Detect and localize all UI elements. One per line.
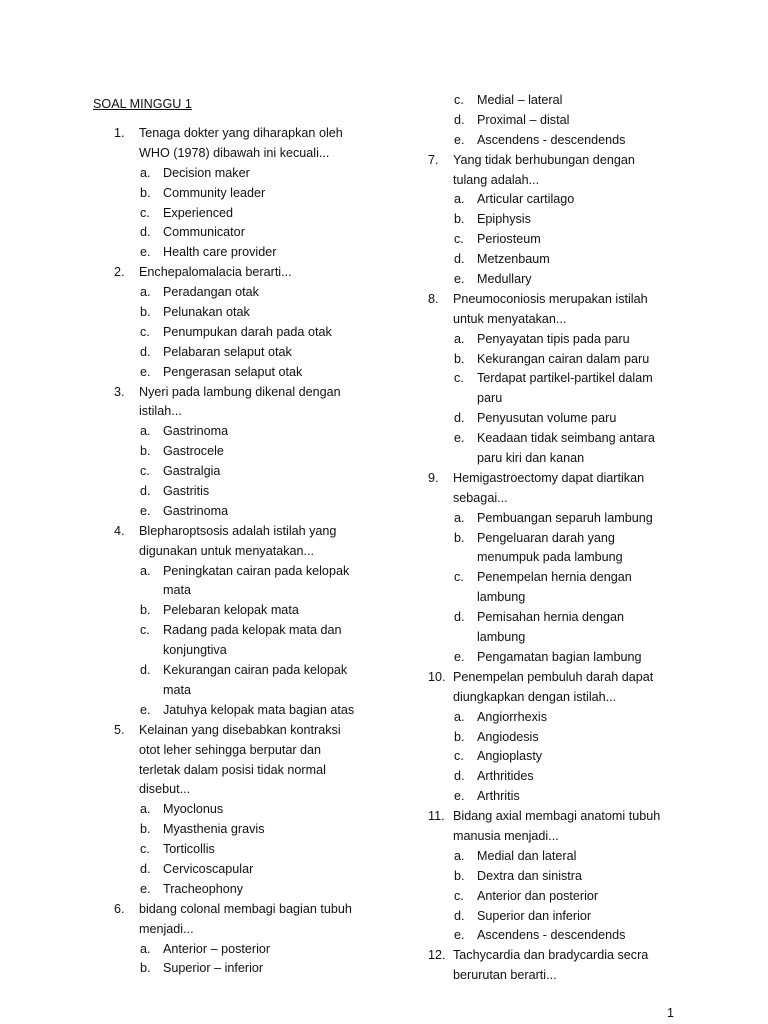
question-line xyxy=(114,383,386,403)
option-line xyxy=(428,887,700,907)
question-text-continued xyxy=(428,688,700,708)
option-line xyxy=(428,787,700,807)
option-text: Pengerasan selaput otak xyxy=(163,364,303,379)
option-line xyxy=(428,747,700,767)
option-text: Superior dan inferior xyxy=(477,908,592,923)
option-letter: d. xyxy=(140,484,151,499)
option-text: Penyayatan tipis pada paru xyxy=(477,331,630,346)
option-line xyxy=(114,363,386,383)
option-letter: e. xyxy=(454,649,465,664)
option-text: Periosteum xyxy=(477,232,541,247)
option-text: Pelunakan otak xyxy=(163,305,250,320)
option-text: Gastritis xyxy=(163,484,210,499)
option-letter: a. xyxy=(140,941,151,956)
question-number: 12. xyxy=(428,948,446,963)
option-letter: d. xyxy=(454,112,465,127)
option-text: Arthritides xyxy=(477,769,534,784)
option-letter: b. xyxy=(140,822,151,837)
continued-text: otot leher sehingga berputar dan xyxy=(139,742,322,757)
option-line xyxy=(114,562,386,582)
question-text-continued xyxy=(428,489,700,509)
option-line xyxy=(428,847,700,867)
option-line xyxy=(114,462,386,482)
option-text: Ascendens - descendends xyxy=(477,928,626,943)
option-text: Pembuangan separuh lambung xyxy=(477,510,653,525)
option-letter: b. xyxy=(140,185,151,200)
question-text: Tachycardia dan bradycardia secra xyxy=(453,948,649,963)
question-line xyxy=(428,151,700,171)
option-text: Peradangan otak xyxy=(163,285,259,300)
continued-text: paru kiri dan kanan xyxy=(477,451,585,466)
question-number: 6. xyxy=(114,901,125,916)
option-letter: d. xyxy=(454,252,465,267)
option-line xyxy=(114,422,386,442)
continued-text: mata xyxy=(163,583,191,598)
option-text: Angioplasty xyxy=(477,749,543,764)
option-letter: a. xyxy=(140,802,151,817)
option-letter: d. xyxy=(140,225,151,240)
option-text: Penempelan hernia dengan xyxy=(477,570,632,585)
question-text-continued xyxy=(114,144,386,164)
question-number: 8. xyxy=(428,291,439,306)
option-text: Myoclonus xyxy=(163,802,224,817)
option-letter: c. xyxy=(454,570,464,585)
continued-text: terletak dalam posisi tidak normal xyxy=(139,762,326,777)
option-letter: c. xyxy=(140,205,150,220)
option-letter: d. xyxy=(454,411,465,426)
question-text: Yang tidak berhubungan dengan xyxy=(453,152,635,167)
option-text: Radang pada kelopak mata dan xyxy=(163,623,342,638)
question-text-continued xyxy=(428,966,700,986)
option-letter: c. xyxy=(454,749,464,764)
option-letter: c. xyxy=(140,842,150,857)
option-text: Pemisahan hernia dengan xyxy=(477,610,625,625)
option-letter: b. xyxy=(454,530,465,545)
continued-text: konjungtiva xyxy=(163,643,227,658)
continued-text: menjadi... xyxy=(139,921,194,936)
option-line xyxy=(114,283,386,303)
option-text: Peningkatan cairan pada kelopak xyxy=(163,563,350,578)
option-letter: e. xyxy=(140,245,151,260)
option-letter: a. xyxy=(140,165,151,180)
option-line xyxy=(114,502,386,522)
option-line xyxy=(428,568,700,588)
continued-text: disebut... xyxy=(139,782,191,797)
option-text-continued xyxy=(114,641,386,661)
option-text: Penyusutan volume paru xyxy=(477,411,617,426)
option-line xyxy=(114,601,386,621)
option-line xyxy=(428,350,700,370)
question-text-continued xyxy=(114,761,386,781)
question-number: 2. xyxy=(114,265,125,280)
option-line xyxy=(428,767,700,787)
option-line xyxy=(114,959,386,979)
question-text-continued xyxy=(428,310,700,330)
page-number: 1 xyxy=(667,1006,675,1020)
option-line xyxy=(428,867,700,887)
option-line xyxy=(428,648,700,668)
option-text: Jatuhya kelopak mata bagian atas xyxy=(163,702,355,717)
option-letter: c. xyxy=(140,464,150,479)
option-line xyxy=(114,800,386,820)
question-text: Pneumoconiosis merupakan istilah xyxy=(453,291,648,306)
option-text-continued xyxy=(114,581,386,601)
question-text-continued xyxy=(114,542,386,562)
option-line xyxy=(114,343,386,363)
option-text: Health care provider xyxy=(163,245,277,260)
option-letter: b. xyxy=(140,305,151,320)
continued-text: manusia menjadi... xyxy=(453,828,559,843)
option-text: Angiodesis xyxy=(477,729,539,744)
option-letter: e. xyxy=(140,881,151,896)
question-line xyxy=(114,900,386,920)
option-letter: b. xyxy=(454,868,465,883)
question-line xyxy=(428,469,700,489)
option-text: Decision maker xyxy=(163,165,250,180)
option-text: Ascendens - descendends xyxy=(477,132,626,147)
question-line xyxy=(428,946,700,966)
question-text: Penempelan pembuluh darah dapat xyxy=(453,669,654,684)
question-line xyxy=(428,290,700,310)
option-line xyxy=(114,243,386,263)
option-text-continued xyxy=(428,628,700,648)
question-line xyxy=(114,721,386,741)
option-text: Anterior – posterior xyxy=(163,941,271,956)
option-line xyxy=(428,926,700,946)
option-letter: a. xyxy=(140,563,151,578)
option-letter: c. xyxy=(140,623,150,638)
option-text: Dextra dan sinistra xyxy=(477,868,582,883)
option-letter: e. xyxy=(454,789,465,804)
option-line xyxy=(428,369,700,389)
option-line xyxy=(428,131,700,151)
option-line xyxy=(114,482,386,502)
option-text: Communicator xyxy=(163,225,245,240)
option-line xyxy=(428,728,700,748)
question-number: 11. xyxy=(428,809,445,824)
option-text: Proximal – distal xyxy=(477,112,570,127)
option-line xyxy=(428,250,700,270)
option-letter: d. xyxy=(454,769,465,784)
option-line xyxy=(114,860,386,880)
option-text: Medial dan lateral xyxy=(477,848,577,863)
option-letter: c. xyxy=(454,888,464,903)
option-line xyxy=(428,708,700,728)
option-line xyxy=(114,442,386,462)
question-number: 9. xyxy=(428,470,439,485)
question-number: 3. xyxy=(114,384,125,399)
continued-text: mata xyxy=(163,682,191,697)
question-text-continued xyxy=(114,780,386,800)
option-letter: c. xyxy=(454,93,464,107)
option-line xyxy=(114,701,386,721)
option-line xyxy=(428,330,700,350)
option-text: Epiphysis xyxy=(477,212,531,227)
option-text: Angiorrhexis xyxy=(477,709,547,724)
option-text: Terdapat partikel-partikel dalam xyxy=(477,371,653,386)
option-letter: a. xyxy=(140,424,151,439)
continued-text: lambung xyxy=(477,630,526,645)
question-line xyxy=(114,522,386,542)
question-text: Blepharoptsosis adalah istilah yang xyxy=(139,523,337,538)
question-number: 10. xyxy=(428,669,446,684)
option-letter: b. xyxy=(454,729,465,744)
option-line xyxy=(428,907,700,927)
option-letter: c. xyxy=(140,324,150,339)
option-letter: d. xyxy=(140,344,151,359)
option-line xyxy=(428,409,700,429)
option-letter: e. xyxy=(454,132,465,147)
continued-text: berurutan berarti... xyxy=(453,968,557,983)
option-text: Tracheophony xyxy=(163,881,244,896)
option-line xyxy=(428,91,700,111)
option-line xyxy=(114,840,386,860)
continued-text: tulang adalah... xyxy=(453,172,540,187)
continued-text: diungkapkan dengan istilah... xyxy=(453,689,617,704)
question-text-continued xyxy=(428,827,700,847)
option-text-continued xyxy=(428,588,700,608)
question-line xyxy=(428,807,700,827)
option-letter: b. xyxy=(140,603,151,618)
option-letter: d. xyxy=(140,663,151,678)
continued-text: digunakan untuk menyatakan... xyxy=(139,543,315,558)
option-text: Articular cartilago xyxy=(477,192,575,207)
option-text: Arthritis xyxy=(477,789,520,804)
option-text: Pelabaran selaput otak xyxy=(163,344,292,359)
option-text: Anterior dan posterior xyxy=(477,888,599,903)
continued-text: lambung xyxy=(477,590,526,605)
continued-text: WHO (1978) dibawah ini kecuali... xyxy=(139,145,330,160)
option-letter: e. xyxy=(454,431,465,446)
question-number: 4. xyxy=(114,523,125,538)
option-line xyxy=(114,940,386,960)
option-line xyxy=(114,223,386,243)
continued-text: untuk menyatakan... xyxy=(453,311,567,326)
option-line xyxy=(114,661,386,681)
option-letter: d. xyxy=(140,861,151,876)
option-text: Gastrinoma xyxy=(163,503,229,518)
option-text: Cervicoscapular xyxy=(163,861,254,876)
option-letter: a. xyxy=(140,285,151,300)
option-line xyxy=(114,164,386,184)
option-line xyxy=(428,509,700,529)
left-column xyxy=(114,124,386,979)
option-text-continued xyxy=(428,449,700,469)
option-text: Gastrocele xyxy=(163,444,224,459)
option-text: Pengamatan bagian lambung xyxy=(477,649,642,664)
option-line xyxy=(428,429,700,449)
option-text: Kekurangan cairan pada kelopak xyxy=(163,663,348,678)
option-text: Myasthenia gravis xyxy=(163,822,265,837)
option-letter: a. xyxy=(454,848,465,863)
question-text: Hemigastroectomy dapat diartikan xyxy=(453,470,645,485)
option-line xyxy=(428,190,700,210)
option-line xyxy=(114,184,386,204)
option-letter: a. xyxy=(454,192,465,207)
continued-text: istilah... xyxy=(139,404,182,419)
question-number: 5. xyxy=(114,722,125,737)
option-letter: d. xyxy=(454,908,465,923)
option-letter: e. xyxy=(140,702,151,717)
question-line xyxy=(428,668,700,688)
option-letter: c. xyxy=(454,371,464,386)
option-letter: a. xyxy=(454,709,465,724)
question-number: 1. xyxy=(114,126,125,140)
option-letter: e. xyxy=(140,364,151,379)
option-text: Kekurangan cairan dalam paru xyxy=(477,351,650,366)
option-text: Keadaan tidak seimbang antara xyxy=(477,431,655,446)
question-text-continued xyxy=(114,741,386,761)
question-text: Nyeri pada lambung dikenal dengan xyxy=(139,384,341,399)
option-text: Pelebaran kelopak mata xyxy=(163,603,299,618)
option-letter: b. xyxy=(454,351,465,366)
option-text: Gastralgia xyxy=(163,464,221,479)
page-title: SOAL MINGGU 1 xyxy=(93,97,192,111)
option-text-continued xyxy=(428,389,700,409)
option-letter: e. xyxy=(454,272,465,287)
option-line xyxy=(114,820,386,840)
option-line xyxy=(114,204,386,224)
option-line xyxy=(428,111,700,131)
option-line xyxy=(428,608,700,628)
question-line xyxy=(114,263,386,283)
option-line xyxy=(114,303,386,323)
option-text: Torticollis xyxy=(163,842,215,857)
option-line xyxy=(114,621,386,641)
option-text: Community leader xyxy=(163,185,266,200)
option-text: Superior – inferior xyxy=(163,961,264,976)
option-text: Pengeluaran darah yang xyxy=(477,530,615,545)
option-text: Experienced xyxy=(163,205,234,220)
option-text: Gastrinoma xyxy=(163,424,229,439)
question-line xyxy=(114,124,386,144)
option-letter: b. xyxy=(454,212,465,227)
option-letter: a. xyxy=(454,331,465,346)
option-letter: e. xyxy=(140,503,151,518)
question-text: Tenaga dokter yang diharapkan oleh xyxy=(139,126,343,140)
option-line xyxy=(114,323,386,343)
question-text: Kelainan yang disebabkan kontraksi xyxy=(139,722,341,737)
option-text-continued xyxy=(428,548,700,568)
option-line xyxy=(114,880,386,900)
option-text: Penumpukan darah pada otak xyxy=(163,324,332,339)
option-letter: b. xyxy=(140,444,151,459)
right-column xyxy=(428,91,700,986)
option-letter: c. xyxy=(454,232,464,247)
question-number: 7. xyxy=(428,152,439,167)
option-letter: a. xyxy=(454,510,465,525)
option-text: Metzenbaum xyxy=(477,252,550,267)
option-text: Medullary xyxy=(477,272,532,287)
option-line xyxy=(428,230,700,250)
option-letter: b. xyxy=(140,961,151,976)
option-text: Medial – lateral xyxy=(477,93,563,107)
question-text: bidang colonal membagi bagian tubuh xyxy=(139,901,352,916)
option-line xyxy=(428,270,700,290)
continued-text: paru xyxy=(477,391,503,406)
question-text: Enchepalomalacia berarti... xyxy=(139,265,292,280)
option-line xyxy=(428,529,700,549)
question-text-continued xyxy=(114,920,386,940)
continued-text: menumpuk pada lambung xyxy=(477,550,623,565)
question-text-continued xyxy=(114,402,386,422)
option-line xyxy=(428,210,700,230)
option-text-continued xyxy=(114,681,386,701)
option-letter: d. xyxy=(454,610,465,625)
continued-text: sebagai... xyxy=(453,490,508,505)
option-letter: e. xyxy=(454,928,465,943)
question-text: Bidang axial membagi anatomi tubuh xyxy=(453,809,661,824)
question-text-continued xyxy=(428,171,700,191)
